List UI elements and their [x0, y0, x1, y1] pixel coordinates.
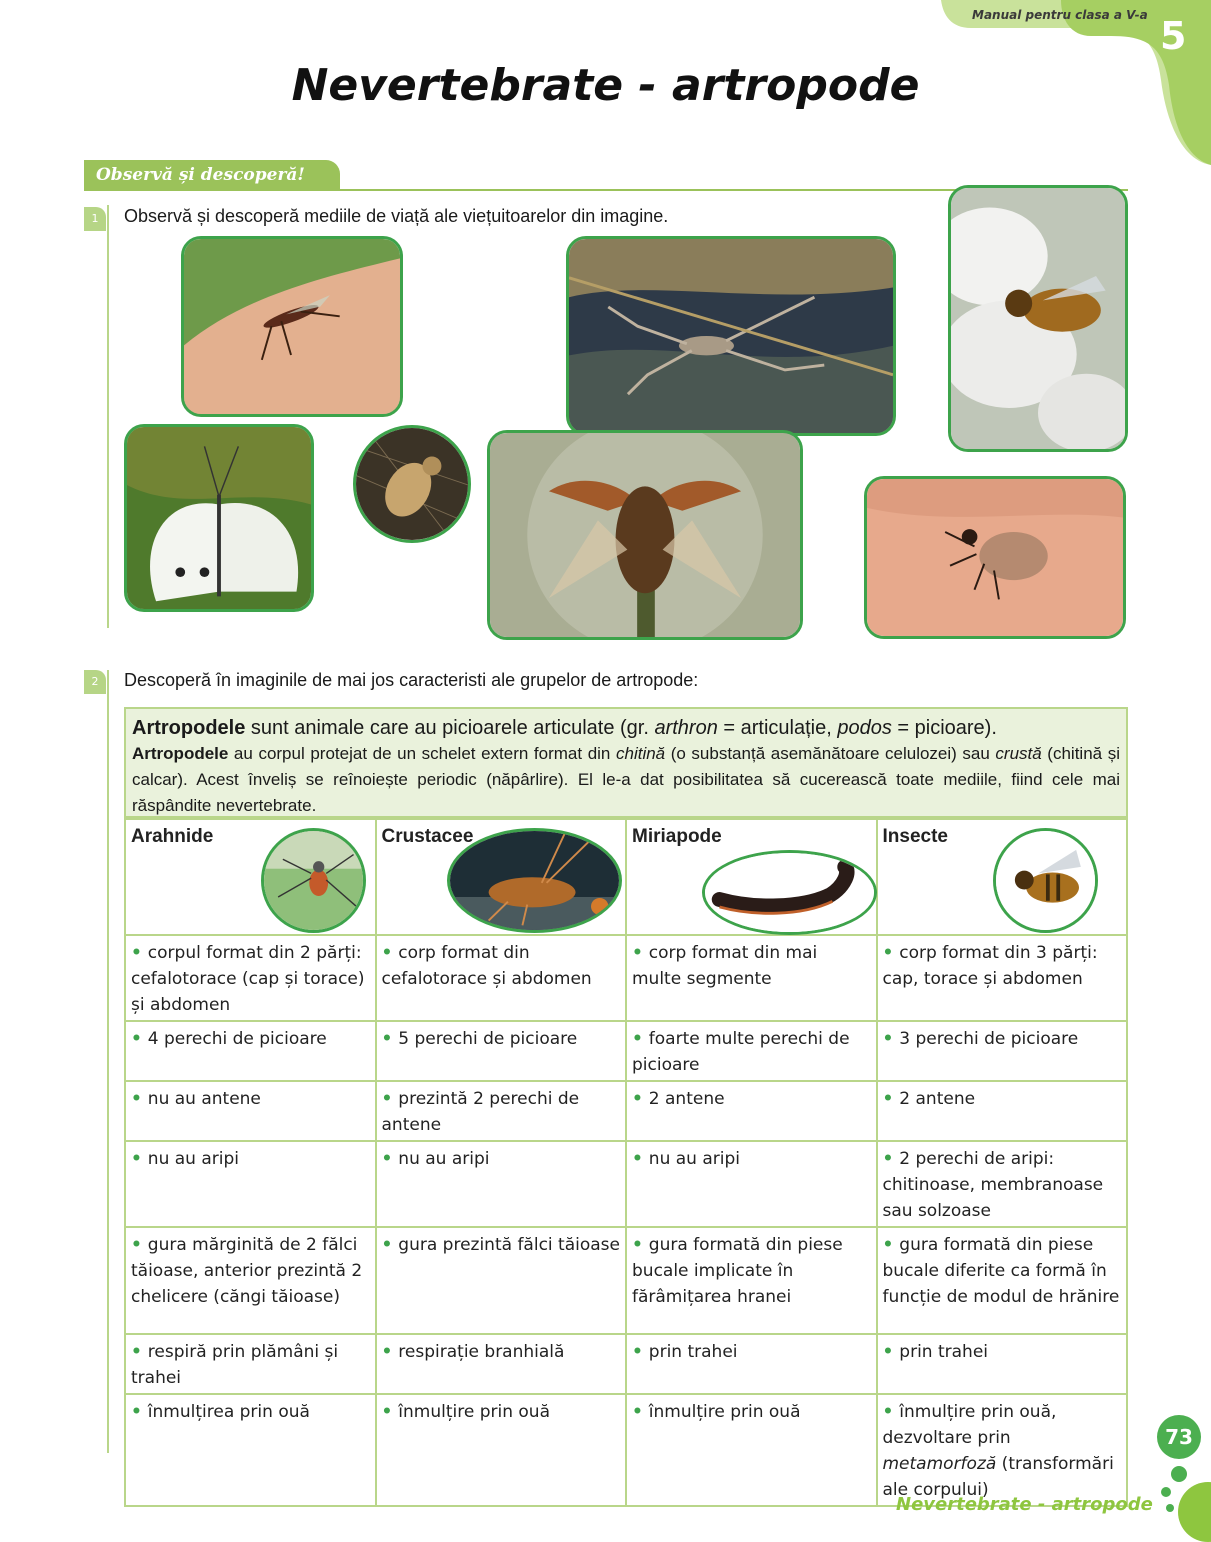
arthropods-table	[124, 707, 1128, 1507]
section-banner	[84, 160, 340, 190]
decor-dot	[1171, 1466, 1187, 1482]
intro-box	[124, 707, 1128, 818]
millipede-photo	[702, 850, 877, 935]
group-header-miriapode	[626, 819, 877, 935]
group-header-row	[125, 819, 1127, 935]
cell: • respiră prin plămâni și trahei	[125, 1334, 376, 1394]
cell: • gura formată din piese bucale diferite ca formă în funcție de modul de hrănire	[877, 1227, 1128, 1334]
chapter-number: 5	[1160, 14, 1187, 58]
cell: • foarte multe perechi de picioare	[626, 1021, 877, 1081]
cell: • gura mărginită de 2 fălci tăioase, anterior prezintă 2 chelicere (căngi tăioase)	[125, 1227, 376, 1334]
page-number: 73	[1157, 1415, 1201, 1459]
bee-on-flower-photo	[948, 185, 1128, 452]
mosquito-photo	[181, 236, 403, 417]
tick-photo	[864, 476, 1126, 639]
cell: • nu au antene	[125, 1081, 376, 1141]
cell: • 2 antene	[626, 1081, 877, 1141]
cell: • 2 antene	[877, 1081, 1128, 1141]
bee-photo	[993, 828, 1098, 933]
cell: • 3 perechi de picioare	[877, 1021, 1128, 1081]
group-name: Arahnide	[131, 826, 214, 847]
water-spider-photo	[566, 236, 896, 436]
cell: • corp format din mai multe segmente	[626, 935, 877, 1021]
cell: • înmulțire prin ouă, dezvoltare prin metamorfoză (transformări ale corpului)	[877, 1394, 1128, 1506]
louse-photo	[353, 425, 471, 543]
decor-dot	[1166, 1504, 1174, 1512]
cell: • corpul format din 2 părți: cefalotorace (cap și torace) și abdomen	[125, 935, 376, 1021]
exercise1-side-line	[107, 205, 109, 628]
footer-title: Nevertebrate - artropode	[896, 1494, 1153, 1515]
intro-paragraph-2: Artropodele au corpul protejat de un schelet extern format din chitină (o substanță asemănătoare celulozei) sau crustă (chitină și calcar). Acest înveliș se reînoiește periodic (năpârlire). El le-a dat posibilitatea să cucerească toate mediile, fiind cele mai răspândite nevertebrate.	[132, 744, 1120, 815]
group-header-crustacee	[376, 819, 627, 935]
exercise2-number: 2	[84, 670, 106, 694]
characteristics-grid	[124, 818, 1128, 1507]
cockchafer-photo	[487, 430, 803, 640]
manual-label: Manual pentru clasa a V-a	[972, 8, 1148, 22]
cell: • gura formată din piese bucale implicate în fărâmițarea hranei	[626, 1227, 877, 1334]
decor-dot	[1161, 1487, 1171, 1497]
cell: • 2 perechi de aripi: chitinoase, membranoase sau solzoase	[877, 1141, 1128, 1227]
table-row-respiration	[125, 1334, 1127, 1394]
table-row-antennae	[125, 1081, 1127, 1141]
table-row-body	[125, 935, 1127, 1021]
cell: • 5 perechi de picioare	[376, 1021, 627, 1081]
cell: • corp format din 3 părți: cap, torace și abdomen	[877, 935, 1128, 1021]
intro-paragraph-1: Artropodele sunt animale care au picioarele articulate (gr. arthron = articulație, podos = picioare).	[132, 717, 997, 739]
table-row-legs	[125, 1021, 1127, 1081]
cell: • nu au aripi	[125, 1141, 376, 1227]
group-name: Crustacee	[381, 826, 474, 847]
group-name: Miriapode	[632, 826, 722, 847]
page-title: Nevertebrate - artropode	[291, 60, 920, 111]
cell: • nu au aripi	[626, 1141, 877, 1227]
group-header-arahnide	[125, 819, 376, 935]
cell: • nu au aripi	[376, 1141, 627, 1227]
cell: • înmulțire prin ouă	[376, 1394, 627, 1506]
exercise1-instruction: Observă și descoperă mediile de viață ale viețuitoarelor din imagine.	[124, 206, 669, 226]
exercise2-instruction: Descoperă în imaginile de mai jos caracteristi ale grupelor de artropode:	[124, 670, 699, 690]
group-name: Insecte	[882, 826, 948, 847]
exercise2-side-line	[107, 670, 109, 1453]
table-row-reproduction	[125, 1394, 1127, 1506]
table-row-mouth	[125, 1227, 1127, 1334]
cell: • înmulțirea prin ouă	[125, 1394, 376, 1506]
spider-photo	[261, 828, 366, 933]
cell: • respirație branhială	[376, 1334, 627, 1394]
cell: • corp format din cefalotorace și abdomen	[376, 935, 627, 1021]
table-row-wings	[125, 1141, 1127, 1227]
group-header-insecte	[877, 819, 1128, 935]
butterfly-photo	[124, 424, 314, 612]
cell: • 4 perechi de picioare	[125, 1021, 376, 1081]
cell: • prezintă 2 perechi de antene	[376, 1081, 627, 1141]
cell: • prin trahei	[877, 1334, 1128, 1394]
cell: • înmulțire prin ouă	[626, 1394, 877, 1506]
cell: • prin trahei	[626, 1334, 877, 1394]
cell: • gura prezintă fălci tăioase	[376, 1227, 627, 1334]
section-banner-label: Observă și descoperă!	[96, 165, 305, 185]
lobster-photo	[447, 828, 622, 933]
exercise1-number: 1	[84, 207, 106, 231]
decor-dot	[1178, 1482, 1211, 1542]
